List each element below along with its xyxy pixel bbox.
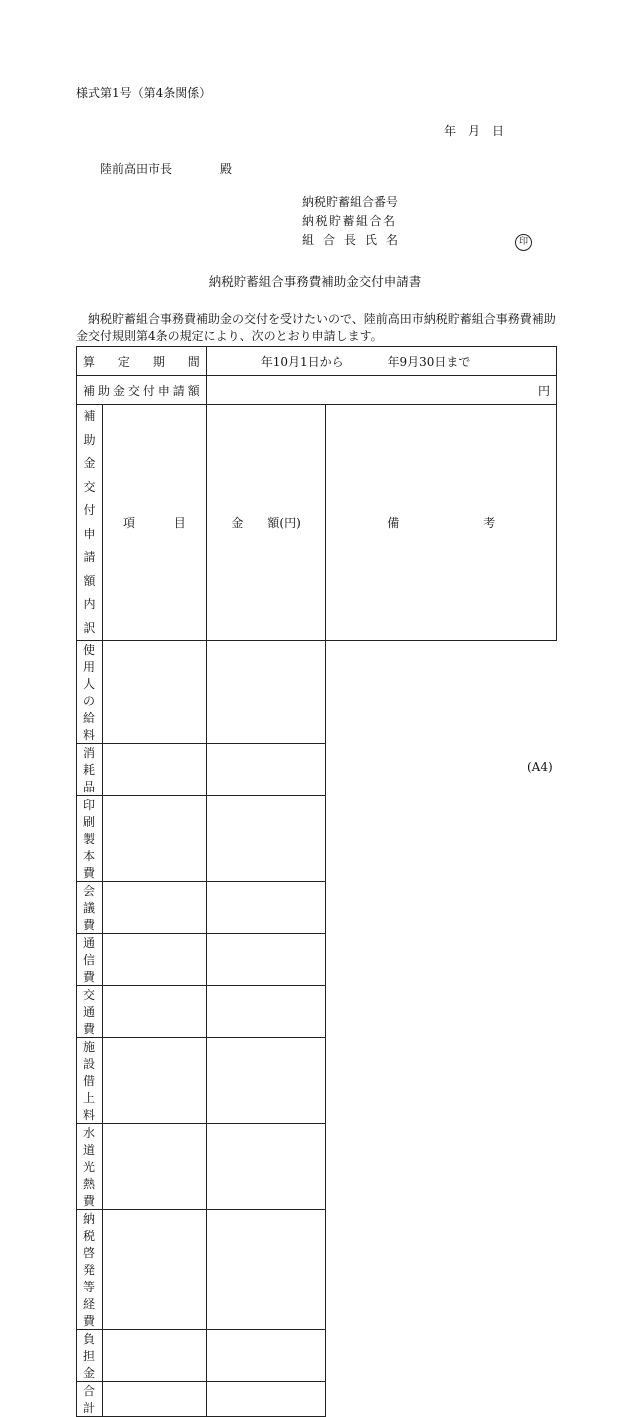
table-row <box>77 1038 557 1124</box>
item-amount-cell[interactable] <box>102 1124 206 1210</box>
item-name: 合計 <box>83 1384 96 1415</box>
table-row <box>77 796 557 882</box>
date-line: 年 月 日 <box>444 124 505 138</box>
breakdown-label-char: 額 <box>83 573 96 588</box>
item-amount-cell[interactable] <box>102 1330 206 1382</box>
table-row <box>77 934 557 986</box>
item-note-cell[interactable] <box>206 641 326 744</box>
item-amount-cell[interactable] <box>102 882 206 934</box>
table-row <box>77 986 557 1038</box>
paper-size-note: (A4) <box>527 760 553 774</box>
table-row <box>77 744 557 796</box>
breakdown-label-char: 補 <box>83 409 96 423</box>
period-from: 年10月1日から <box>260 354 344 369</box>
item-note-cell[interactable] <box>206 1330 326 1382</box>
item-note-cell[interactable] <box>206 986 326 1038</box>
item-name: 使用人の給料 <box>83 643 96 742</box>
representative-label: 組合長氏名 <box>302 233 408 247</box>
item-name: 納税啓発等経費 <box>83 1212 96 1328</box>
item-amount-cell[interactable] <box>102 1382 206 1417</box>
period-row <box>77 347 557 376</box>
breakdown-label-char: 交 <box>83 479 96 494</box>
table-row <box>77 1210 557 1330</box>
item-name-cell <box>77 1210 103 1330</box>
amount-label: 補助金交付申請額 <box>77 376 207 405</box>
item-amount-cell[interactable] <box>102 744 206 796</box>
breakdown-label <box>77 405 103 641</box>
item-note-cell[interactable] <box>206 1038 326 1124</box>
breakdown-label-char: 訳 <box>83 620 96 635</box>
header-item: 項目 <box>102 405 206 641</box>
item-name-cell <box>77 744 103 796</box>
item-note-cell[interactable] <box>206 1124 326 1210</box>
item-name-cell <box>77 1330 103 1382</box>
breakdown-label-char: 請 <box>83 550 96 564</box>
amount-row <box>77 376 557 405</box>
table-row <box>77 1124 557 1210</box>
item-note-cell[interactable] <box>206 1210 326 1330</box>
item-name: 会議費 <box>83 884 96 932</box>
addressee-suffix: 殿 <box>220 162 233 176</box>
header-note: 備 考 <box>326 405 557 641</box>
item-name-cell <box>77 1038 103 1124</box>
breakdown-label-char: 金 <box>83 456 96 470</box>
item-amount-cell[interactable] <box>102 934 206 986</box>
item-amount-cell[interactable] <box>102 1038 206 1124</box>
item-name-cell <box>77 641 103 744</box>
item-name: 交通費 <box>83 988 96 1036</box>
breakdown-header-row <box>77 405 557 641</box>
item-amount-cell[interactable] <box>102 1210 206 1330</box>
table-row <box>77 641 557 744</box>
item-amount-cell[interactable] <box>102 986 206 1038</box>
period-label: 算定期間 <box>77 347 207 376</box>
item-name-cell <box>77 796 103 882</box>
table-row <box>77 1382 557 1417</box>
item-name: 消耗品 <box>83 746 96 794</box>
union-number-row <box>302 193 532 212</box>
union-name-label: 納税貯蓄組合名 <box>302 214 397 228</box>
document-title: 納税貯蓄組合事務費補助金交付申請書 <box>208 274 422 289</box>
breakdown-label-char: 内 <box>83 597 96 611</box>
item-note-cell[interactable] <box>206 934 326 986</box>
item-amount-cell[interactable] <box>102 796 206 882</box>
item-note-cell[interactable] <box>206 882 326 934</box>
form-number: 様式第1号（第4条関係） <box>76 86 212 100</box>
intro-paragraph: 納税貯蓄組合事務費補助金の交付を受けたいので、陸前高田市納税貯蓄組合事務費補助金交付規則第4条の規定により、次のとおり申請します。 <box>76 312 556 343</box>
item-name: 印刷製本費 <box>83 798 96 880</box>
item-name-cell <box>77 1124 103 1210</box>
breakdown-label-char: 助 <box>83 432 96 447</box>
breakdown-label-char: 付 <box>83 503 96 517</box>
addressee: 陸前高田市長 <box>100 162 173 176</box>
item-name: 負担金 <box>83 1332 96 1380</box>
seal-mark: 印 <box>515 234 532 251</box>
table-row <box>77 1330 557 1382</box>
item-amount-cell[interactable] <box>102 641 206 744</box>
item-name-cell <box>77 986 103 1038</box>
union-name-row <box>302 212 532 231</box>
union-number-label: 納税貯蓄組合番号 <box>302 195 399 209</box>
item-name-cell <box>77 1382 103 1417</box>
period-to: 年9月30日まで <box>387 354 471 369</box>
amount-value[interactable] <box>206 376 556 405</box>
applicant-block <box>302 193 532 250</box>
header-amount: 金 額(円) <box>206 405 326 641</box>
application-table <box>76 346 557 1417</box>
item-name: 水道光熱費 <box>83 1126 96 1208</box>
amount-unit: 円 <box>537 383 550 398</box>
item-name: 施設借上料 <box>83 1040 96 1122</box>
period-value[interactable] <box>206 347 556 376</box>
item-note-cell[interactable] <box>206 1382 326 1417</box>
item-name-cell <box>77 882 103 934</box>
breakdown-label-char: 申 <box>83 526 96 541</box>
item-note-cell[interactable] <box>206 796 326 882</box>
representative-row <box>302 231 532 250</box>
item-name: 通信費 <box>83 936 96 984</box>
table-row <box>77 882 557 934</box>
item-note-cell[interactable] <box>206 744 326 796</box>
item-name-cell <box>77 934 103 986</box>
